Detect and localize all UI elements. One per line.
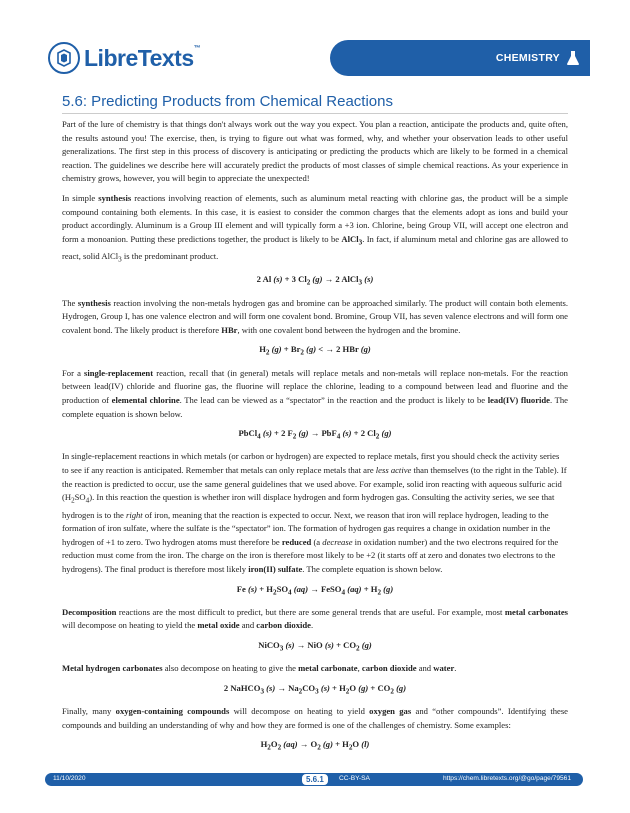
paragraph-decomposition: Decomposition reactions are the most difficult to predict, but there are some general trends that are useful. For example, most metal carbonates will decompose on heating to yield the metal oxide and carbon dioxide. <box>62 606 568 631</box>
paragraph-hydrogen-carbonates: Metal hydrogen carbonates also decompose on heating to give the metal carbonate, carbon dioxide and water. <box>62 663 457 674</box>
library-banner[interactable] <box>330 40 590 76</box>
libretexts-logo-icon <box>48 42 80 74</box>
paragraph-intro: Part of the lure of chemistry is that things don't always work out the way you expect. You plan a reaction, anticipate the products and, quite often, the results astound you! The exercise, then, is trying to figure out what was formed, why, and whether your observation leads to other useful generalizations. The first step in this process of discovery is anticipating or predicting the products which are likely to be formed in a chemical reaction. The guidelines we describe here will accurately predict the products of most classes of simple chemical reactions. As your experience in chemistry grows, however, you will begin to appreciate the unexpected! <box>62 119 568 184</box>
license-link[interactable]: CC-BY-SA <box>339 775 370 782</box>
page-number: 5.6.1 <box>301 773 329 786</box>
article-body <box>62 118 568 762</box>
equation-5: NiCO$_3$ (s) → NiO $(s) + CO_2$ (g) <box>258 640 372 653</box>
page-title: 5.6: Predicting Products from Chemical Reactions <box>62 93 393 110</box>
page-header <box>40 40 590 76</box>
paragraph-single-replacement: For a single-replacement reaction, recall that (in general) metals will replace metals and non-metals will replace non-metals. For the reaction between lead(IV) chloride and fluorine gas, the fluorine will replace the chlorine, leading to a compound between lead and fluorine and the production of elemental chlorine. The lead can be viewed as a “spectator” in the reaction and the product is likely to be lead(IV) fluoride. The complete equation is shown below. <box>62 367 568 419</box>
paragraph-oxygen-compounds: Finally, many oxygen-containing compounds will decompose on heating to yield oxygen gas and “other compounds”. Identifying these compounds and building an understanding of why and how they are formed is one of the challenges of chemistry. Some examples: <box>62 706 568 730</box>
equation-1: 2 Al (s) + 3 $Cl_2$ (g) → 2 AlCl$_3$ (s) <box>256 274 374 288</box>
title-divider <box>62 113 568 114</box>
page-url-link[interactable]: https://chem.libretexts.org/@go/page/79561 <box>442 775 571 782</box>
footer-date: 11/10/2020 <box>53 775 86 782</box>
library-name: CHEMISTRY <box>495 52 560 64</box>
equation-2: $H_2$ $(g) + Br_2$ (g) < → 2 HBr (g) <box>259 344 371 358</box>
page-footer <box>45 773 583 786</box>
equation-3: PbCl$_4$ (s) + 2 $F_2$ (g) → PbF$_4$ (s) + 2 $Cl_2$ (g) <box>238 428 392 441</box>
equation-7: $H_2O_2$ $(aq) \to O_2$ $(g) + H_2O$ (l) <box>260 739 370 753</box>
paragraph-activity-series: In single-replacement reactions in which metals (or carbon or hydrogen) are expected to replace metals, first you should check the activity series to see if any reaction is anticipated. Remember that metals can only replace metals that are less active than themselves (to the right in the Table). If the reaction is predicted to occur, use the same general guidelines that we used above. For example, solid iron reacting with aqueous sulfuric acid $(H_2SO_4)$. In this reaction the question is whether iron will displace hydrogen and form hydrogen gas. Consulting the activity series, we see that hydrogen is to the right of iron, meaning that the reaction is expected to occur. Next, we reason that iron will replace hydrogen, leading to the formation of iron sulfate, where the sulfate is the “spectator” ion. The formation of hydrogen gas requires a change in oxidation number in the hydrogen of +1 to zero. Two hydrogen atoms must therefore be reduced (a decrease in oxidation number) and the two electrons required for the reduction must come from the iron. The charge on the iron is therefore most likely to be +2 (it starts off at zero and donates two electrons to the hydrogens). The final product is therefore most likely iron(II) sulfate. The complete equation is shown below. <box>62 451 567 574</box>
flask-icon <box>566 50 580 66</box>
equation-6: 2 NaHCO$_3$ $(s) \to Na_2CO_3$ $(s) + H_2O$ $(g) + CO_2$ (g) <box>223 682 407 696</box>
paragraph-synthesis-2: The synthesis reaction involving the non-metals hydrogen gas and bromine can be approached similarly. The product will contain both elements. Hydrogen, Group I, has one valence electron and will form one covalent bond. Bromine, Group VII, has seven valence electrons and will form one covalent bond. The likely product is therefore HBr, with one covalent bond between the hydrogen and the bromine. <box>62 297 568 335</box>
equation-4: Fe $(s) + H_2SO_4$ (aq) → FeSO$_4$ $(aq) + H_2$ (g) <box>236 583 394 597</box>
libretexts-logo[interactable] <box>48 40 200 76</box>
logo-text: LibreTexts™ <box>84 44 201 71</box>
paragraph-synthesis-1: In simple synthesis reactions involving reaction of elements, such as aluminum metal reacting with chlorine gas, the product will be a simple compound containing both elements. In this case, it is easiest to consider the common charges that the elements adopt as ions and build your product accordingly. Aluminum is a Group III element and will typically form a +3 ion. Chlorine, being Group VII, will accept one electron and form a monoanion. Putting these predictions together, the product is likely to be AlCl$_3$. In fact, if aluminum metal and chlorine gas are allowed to react, solid AlCl$_3$ is the predominant product. <box>62 192 569 264</box>
